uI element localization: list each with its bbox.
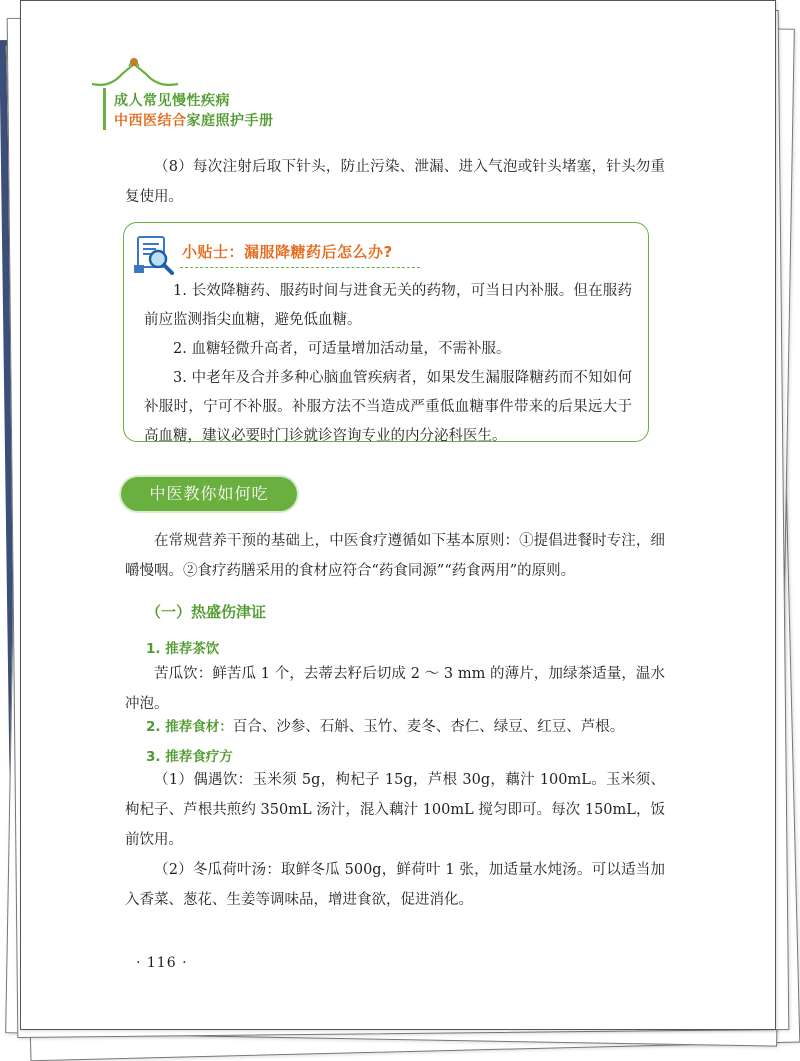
bitter-melon-drink [125,659,665,719]
recipe-item: （1）偶遇饮：玉米须 5g，枸杞子 15g，芦根 30g，藕汁 100mL。玉米须、枸杞子、芦根共煎约 350mL 汤汁，混入藕汁 100mL 搅匀即可。每次 150mL，饭前饮用。 [125,772,665,848]
book-title-line2 [114,110,274,130]
tip-item: 3. 中老年及合并多种心脑血管疾病者，如果发生漏服降糖药而不知如何补服时，宁可不补服。补服方法不当造成严重低血糖事件带来的后果远大于高血糖，建议必要时门诊就诊咨询专业的内分泌科医生。 [144,370,632,444]
recommended-recipes-heading: 3. 推荐食疗方 [146,749,233,765]
book-title-line1: 成人常见慢性疾病 [114,93,230,109]
tip-title-underline [180,267,420,268]
recommended-ingredients-text: 百合、沙参、石斛、玉竹、麦冬、杏仁、绿豆、红豆、芦根。 [232,719,625,735]
recipe-item: （2）冬瓜荷叶汤：取鲜冬瓜 500g，鲜荷叶 1 张，加适量水炖汤。可以适当加入香菜、葱花、生姜等调味品，增进食欲，促进消化。 [125,862,665,908]
tip-body [144,277,632,451]
tip-item: 1. 长效降糖药、服药时间与进食无关的药物，可当日内补服。但在服药前应监测指尖血糖，避免低血糖。 [144,283,632,328]
recipe-list [125,765,665,915]
header-rule [103,88,106,130]
intro-paragraph [125,526,665,586]
tip-box [123,222,649,442]
book-title-part2: 家庭照护手册 [186,113,274,129]
recommended-tea-heading: 1. 推荐茶饮 [146,641,220,657]
book-title-part1: 中西医结合 [114,113,187,129]
section-banner: 中医教你如何吃 [121,477,297,511]
tip-title: 小贴士：漏服降糖药后怎么办? [182,243,393,261]
recommended-ingredients [146,714,624,740]
magnifier-document-icon [134,235,176,275]
paragraph-8 [125,152,665,212]
subsection-heading: （一）热盛伤津证 [146,603,267,621]
page [20,0,774,1028]
tip-item: 2. 血糖轻微升高者，可适量增加活动量，不需补服。 [173,341,511,357]
paragraph-8-text: （8）每次注射后取下针头，防止污染、泄漏、进入气泡或针头堵塞，针头勿重复使用。 [125,159,665,205]
intro-text: 在常规营养干预的基础上，中医食疗遵循如下基本原则：①提倡进餐时专注，细嚼慢咽。②食疗药膳采用的食材应符合“药食同源”“药食两用”的原则。 [125,533,665,579]
page-number: · 116 · [136,955,188,971]
recommended-ingredients-heading: 2. 推荐食材： [146,719,233,735]
bitter-melon-text: 苦瓜饮：鲜苦瓜 1 个，去蒂去籽后切成 2 ～ 3 mm 的薄片，加绿茶适量，温水冲泡。 [125,666,665,712]
